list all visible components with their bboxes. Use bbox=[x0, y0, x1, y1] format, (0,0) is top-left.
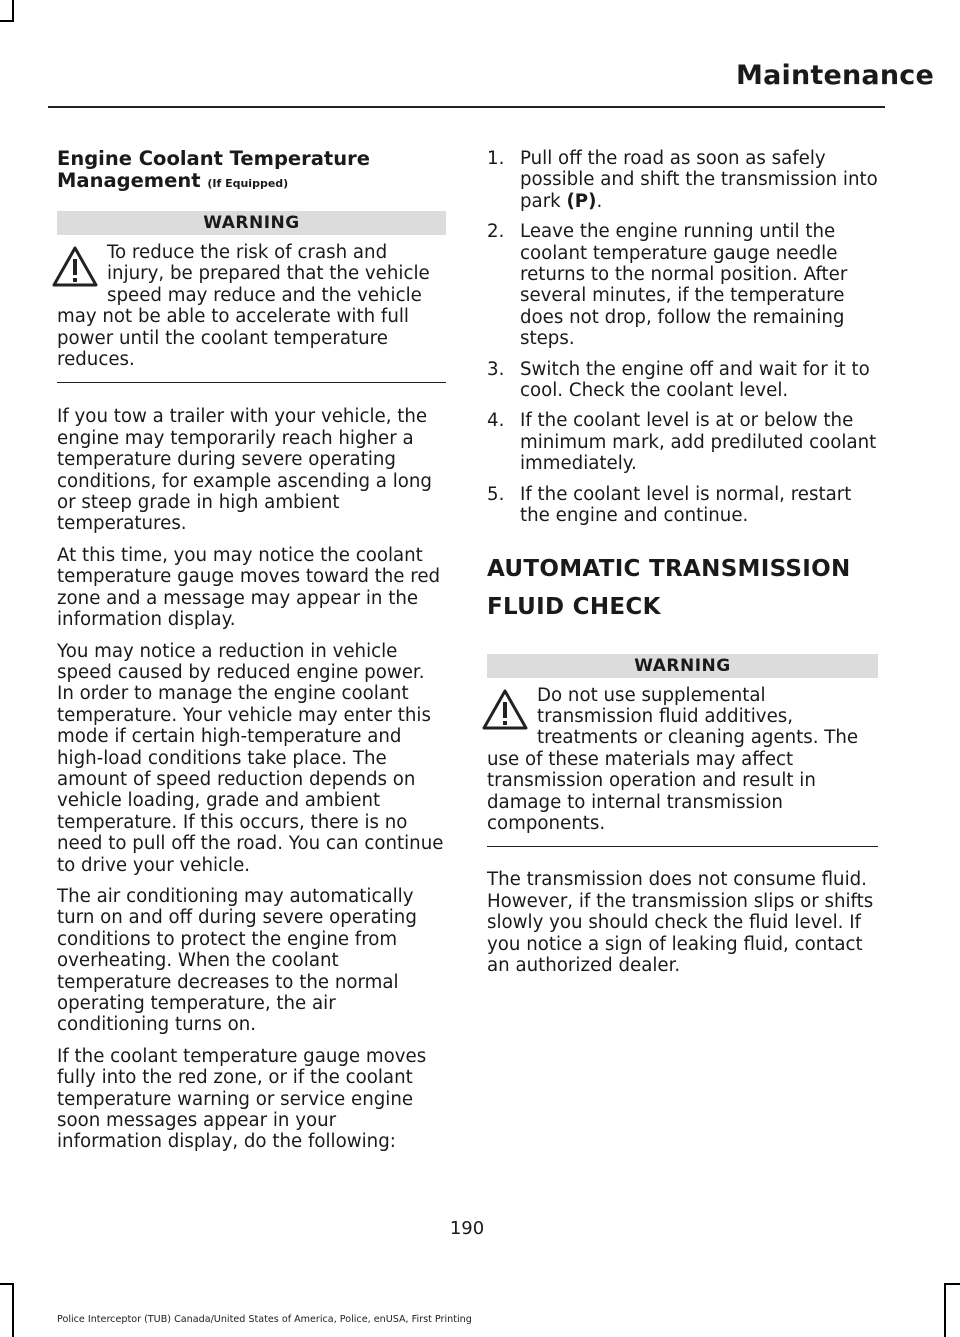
section-title bbox=[57, 148, 446, 195]
section-heading-continued bbox=[487, 592, 878, 622]
paragraph: The air conditioning may automatically turn on and off during severe operating conditions to protect the engine from overheating. When the coolant temperature decreases to the normal operating temperature, the air conditioning turns on. bbox=[57, 885, 417, 1036]
crop-mark bbox=[944, 1283, 960, 1285]
header-rule bbox=[48, 106, 885, 108]
list-item bbox=[487, 221, 878, 349]
list-item bbox=[487, 484, 878, 527]
crop-mark bbox=[0, 1283, 14, 1285]
section-heading bbox=[487, 554, 878, 584]
crop-mark bbox=[944, 1283, 946, 1337]
list-item bbox=[487, 148, 878, 212]
warning-text: To reduce the risk of crash and injury, be prepared that the vehicle speed may reduce and the vehicle may not be able to accelerate with full power until the coolant temperature reduces. bbox=[57, 242, 430, 371]
section-title-text: Engine Coolant Temperature Management bbox=[57, 147, 370, 192]
list-item bbox=[487, 410, 878, 474]
step-text: Leave the engine running until the coolant temperature gauge needle returns to the normal position. After several minutes, if the temperature does not drop, follow the remaining steps. bbox=[520, 221, 848, 350]
procedure-steps bbox=[487, 148, 878, 527]
step-number: 2. bbox=[487, 221, 505, 243]
page-number: 190 bbox=[449, 1218, 485, 1239]
page-header-title: Maintenance bbox=[736, 60, 934, 91]
warning-box bbox=[487, 685, 878, 835]
step-text: If the coolant level is normal, restart the engine and continue. bbox=[520, 483, 852, 527]
step-number: 3. bbox=[487, 358, 505, 380]
warning-triangle-icon bbox=[51, 244, 99, 290]
park-gear-label: (P) bbox=[566, 190, 597, 212]
warning-box bbox=[57, 242, 446, 370]
crop-mark bbox=[0, 20, 14, 22]
warning-banner: WARNING bbox=[487, 654, 878, 678]
step-number: 5. bbox=[487, 483, 505, 505]
paragraph: You may notice a reduction in vehicle speed caused by reduced engine power. In order to manage the engine coolant temperature. Your vehicle may enter this mode if certain high-temperature and high-load conditions take place. The amount of speed reduction depends on vehicle loading, grade and ambient temperature. If this occurs, there is no need to pull off the road. You can continue to drive your vehicle. bbox=[57, 640, 444, 876]
section-heading-line-2: FLUID CHECK bbox=[487, 593, 661, 620]
crop-mark bbox=[12, 0, 14, 22]
list-item bbox=[487, 359, 878, 402]
warning-text: Do not use supplemental transmission fluid additives, treatments or cleaning agents. The use of these materials may affect transmission operation and result in damage to internal transmission components. bbox=[487, 684, 859, 834]
step-text: If the coolant level is at or below the minimum mark, add prediluted coolant immediately. bbox=[520, 410, 877, 475]
crop-mark bbox=[12, 1283, 14, 1337]
step-text-end: . bbox=[596, 190, 603, 212]
step-number: 4. bbox=[487, 410, 505, 432]
section-heading-line-1: AUTOMATIC TRANSMISSION bbox=[487, 555, 851, 582]
paragraph: At this time, you may notice the coolant temperature gauge moves toward the red zone and a message may appear in the information display. bbox=[57, 544, 441, 631]
paragraph: If you tow a trailer with your vehicle, the engine may temporarily reach higher a temperature during severe operating conditions, for example ascending a long or steep grade in high ambient temperatures. bbox=[57, 406, 432, 535]
step-number: 1. bbox=[487, 148, 505, 169]
paragraph: If the coolant temperature gauge moves fully into the red zone, or if the coolant temperature warning or service engine soon messages appear in your information display, do the following: bbox=[57, 1045, 427, 1153]
warning-triangle-icon bbox=[481, 687, 529, 733]
if-equipped-qualifier: (If Equipped) bbox=[207, 177, 289, 190]
step-text: Switch the engine off and wait for it to cool. Check the coolant level. bbox=[520, 358, 870, 402]
step-text: Pull off the road as soon as safely possible and shift the transmission into park bbox=[520, 148, 878, 212]
paragraph: The transmission does not consume fluid. However, if the transmission slips or shifts slowly you should check the fluid level. If you notice a sign of leaking fluid, contact an authorized dealer. bbox=[487, 869, 874, 976]
right-column bbox=[487, 148, 878, 986]
left-column bbox=[57, 148, 446, 1163]
footer-edition-text: Police Interceptor (TUB) Canada/United States of America, Police, enUSA, First Printing bbox=[57, 1314, 472, 1325]
warning-banner: WARNING bbox=[57, 211, 446, 235]
